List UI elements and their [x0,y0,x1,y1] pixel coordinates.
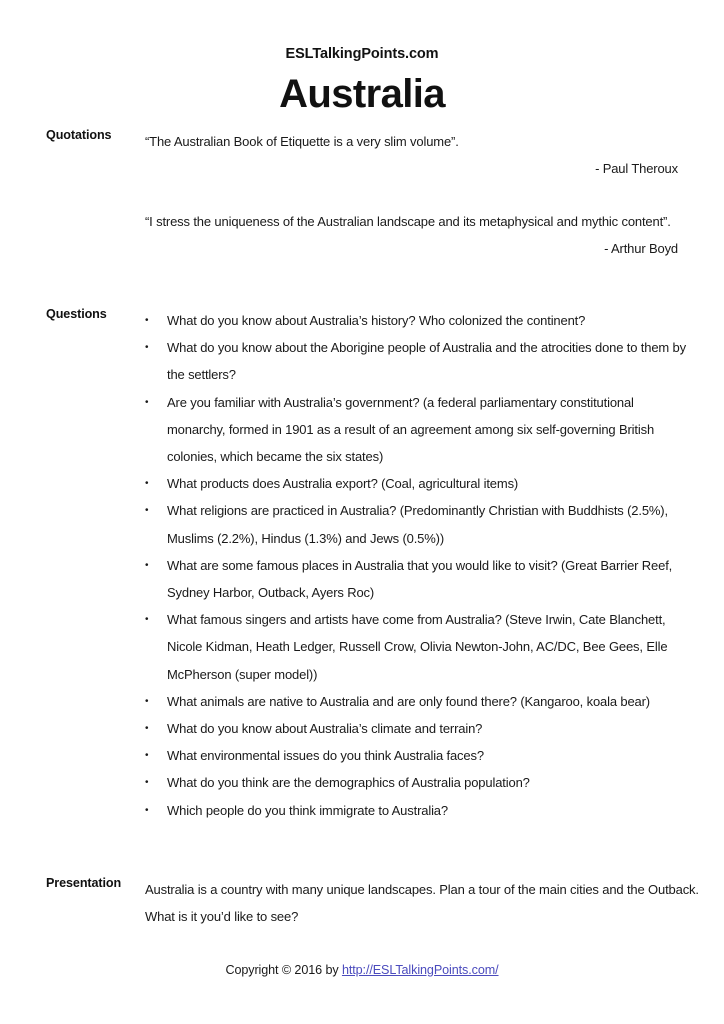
presentation-label: Presentation [46,876,122,890]
questions-body [145,307,686,824]
presentation-section [46,876,699,930]
list-item: • What products does Australia export? (Coal, agricultural items) [145,470,686,497]
page-title: Australia [279,72,445,116]
quote-block [145,208,686,262]
list-item: • What do you know about Australia’s history? Who colonized the continent? [145,307,686,334]
quote-author: - Paul Theroux [595,161,678,176]
list-item: • What do you know about Australia’s climate and terrain? [145,715,686,742]
quotations-body [145,128,686,262]
list-item: • Which people do you think immigrate to Australia? [145,797,686,824]
quote-author: - Arthur Boyd [604,241,678,256]
list-item: • What famous singers and artists have come from Australia? (Steve Irwin, Cate Blanchett, Nicole Kidman, Heath Ledger, Russell Crow, Olivia Newton-John, AC/DC, Bee Gees, Elle McPherson (super model)) [145,606,686,688]
quotations-label: Quotations [46,128,112,142]
list-item: • What do you know about the Aborigine people of Australia and the atrocities done to them by the settlers? [145,334,686,388]
list-item: • What do you think are the demographics of Australia population? [145,769,686,796]
footer-copyright [0,963,724,977]
questions-label: Questions [46,307,107,321]
quote-text: “I stress the uniqueness of the Australian landscape and its metaphysical and mythic content”. [145,214,671,229]
presentation-text: Australia is a country with many unique landscapes. Plan a tour of the main cities and the Outback. What is it you’d like to see? [145,882,699,924]
site-name: ESLTalkingPoints.com [285,46,439,62]
list-item: • What are some famous places in Australia that you would like to visit? (Great Barrier Reef, Sydney Harbor, Outback, Ayers Roc) [145,552,686,606]
question-list [145,307,686,824]
copyright-prefix: Copyright © 2016 by [225,963,342,977]
quote-text: “The Australian Book of Etiquette is a very slim volume”. [145,134,459,149]
website-link[interactable]: http://ESLTalkingPoints.com/ [341,963,499,977]
questions-section [46,307,686,824]
list-item: • What animals are native to Australia and are only found there? (Kangaroo, koala bear) [145,688,686,715]
quotations-section [46,128,686,262]
presentation-body [145,876,720,930]
list-item: • Are you familiar with Australia’s government? (a federal parliamentary constitutional monarchy, formed in 1901 as a result of an agreement among six self-governing British colonies, which became the six states) [145,389,686,471]
quote-block [145,128,686,182]
list-item: • What environmental issues do you think Australia faces? [145,742,686,769]
list-item: • What religions are practiced in Australia? (Predominantly Christian with Buddhists (2.5%), Muslims (2.2%), Hindus (1.3%) and Jews (0.5%)) [145,497,686,551]
